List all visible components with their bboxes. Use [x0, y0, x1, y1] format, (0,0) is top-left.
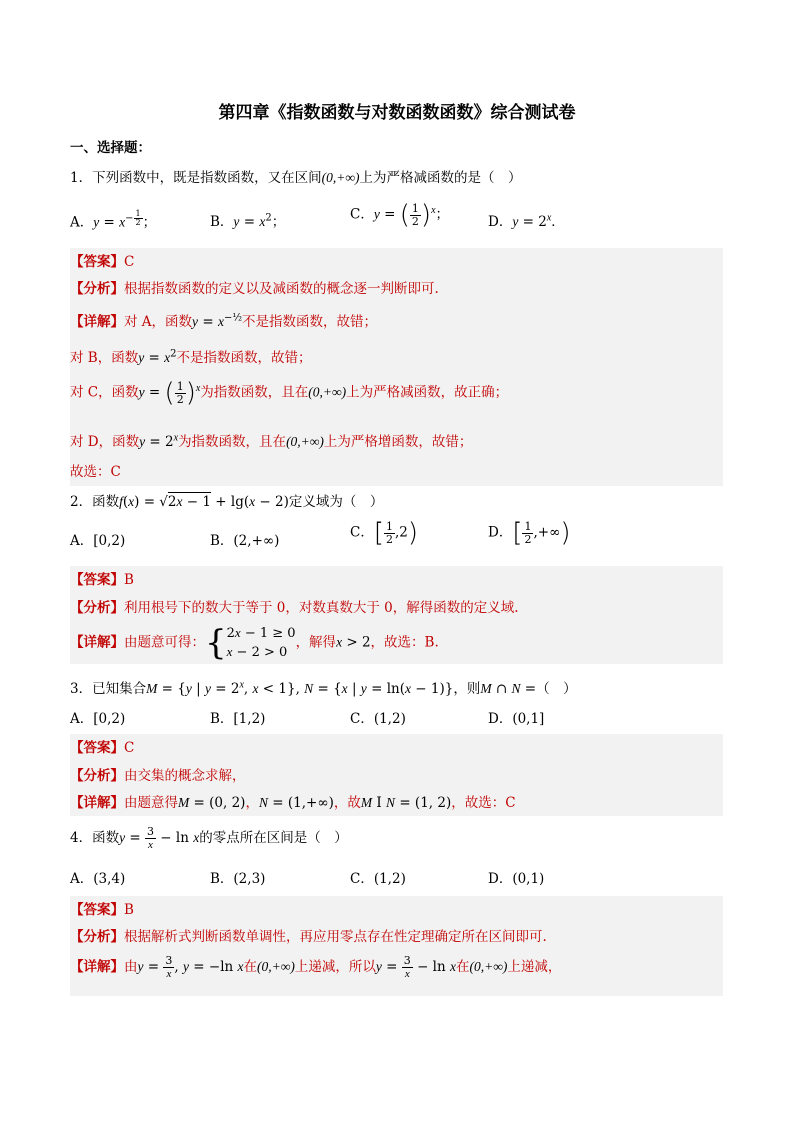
q4-option-d: D．(0,1)	[488, 871, 545, 887]
question-4-stem: 4．函数y = $\frac{3}{x}$ − ln x的零点所在区间是（ ）	[70, 825, 348, 851]
q1-detail-4: 对 D，函数$y = 2^x$为指数函数，且在(0,+∞)上为严格增函数，故错；	[70, 432, 473, 450]
q3-option-b: B．[1,2)	[210, 711, 266, 727]
question-3-stem: 3．已知集合M = {y | $y = 2^x$, x < 1}, N = {x | y = ln(x − 1)}，则M ∩ N =（ ）	[70, 679, 577, 697]
q2-analysis: 【分析】利用根号下的数大于等于 0，对数真数大于 0，解得函数的定义域.	[70, 600, 519, 616]
q2-option-b: B．(2,+∞)	[210, 533, 280, 549]
q4-detail: 【详解】由y = $\frac{3}{x}$ , y = −ln x在(0,+∞)上递减，所以y = $\frac{3}{x}$ − ln x在(0,+∞)上递减，	[70, 954, 562, 980]
q1-answer: 【答案】C	[70, 254, 135, 270]
q4-solution-box	[70, 896, 723, 996]
page-title: 第四章《指数函数与对数函数函数》综合测试卷	[218, 103, 576, 123]
q1-analysis: 【分析】根据指数函数的定义以及减函数的概念逐一判断即可.	[70, 281, 439, 297]
q1-conclusion: 故选：C	[70, 464, 121, 480]
q1-option-b: B．$y = x^2$；	[210, 212, 286, 230]
question-1-stem: 1．下列函数中，既是指数函数，又在区间(0,+∞)上为严格减函数的是（ ）	[70, 170, 522, 186]
q3-option-c: C．(1,2)	[350, 711, 406, 727]
q1-option-a: A．$y = x^{- \frac{1}{2}}$ ；	[70, 209, 157, 231]
q3-answer: 【答案】C	[70, 740, 135, 756]
q2-answer: 【答案】B	[70, 572, 134, 588]
q1-option-c: C．y = ( $\frac{1}{2}$ )$^x$；	[350, 200, 450, 230]
q2-option-a: A．[0,2)	[70, 533, 126, 549]
q1-detail-1: 【详解】对 A，函数$y = x^{-\frac{1}{2}}$不是指数函数，故错；	[70, 312, 378, 330]
q1-option-d: D．$y = 2^x$．	[488, 212, 565, 230]
q4-option-c: C．(1,2)	[350, 871, 406, 887]
q4-option-b: B．(2,3)	[210, 871, 266, 887]
q1-detail-3: 对 C，函数y = ( $\frac{1}{2}$ )$^x$为指数函数，且在(0,+∞)上为严格减函数，故正确；	[70, 378, 509, 408]
q1-detail-2: 对 B，函数$y = x^2$不是指数函数，故错；	[70, 348, 312, 366]
question-2-stem: 2．函数f(x) = √2x − 1 + lg(x − 2)定义域为（ ）	[70, 494, 384, 510]
section-heading: 一、选择题：	[70, 140, 151, 156]
q4-option-a: A．(3,4)	[70, 871, 126, 887]
q3-analysis: 【分析】由交集的概念求解，	[70, 768, 246, 784]
q3-option-d: D．(0,1]	[488, 711, 545, 727]
q4-answer: 【答案】B	[70, 902, 134, 918]
q2-option-c: C．[ $\frac{1}{2}$ ,2)	[350, 518, 419, 548]
q3-option-a: A．[0,2)	[70, 711, 126, 727]
q2-detail: 【详解】由题意可得：{ 2x − 1 ≥ 0 x − 2 > 0 ，解得x > 2，故选：B.	[70, 623, 439, 663]
q4-analysis: 【分析】根据解析式判断函数单调性，再应用零点存在性定理确定所在区间即可.	[70, 929, 547, 945]
q3-detail: 【详解】由题意得M = (0, 2)，N = (1,+∞)，故M I N = (1, 2)，故选：C	[70, 795, 516, 811]
q2-option-d: D．[ $\frac{1}{2}$ ,+∞)	[488, 518, 571, 548]
